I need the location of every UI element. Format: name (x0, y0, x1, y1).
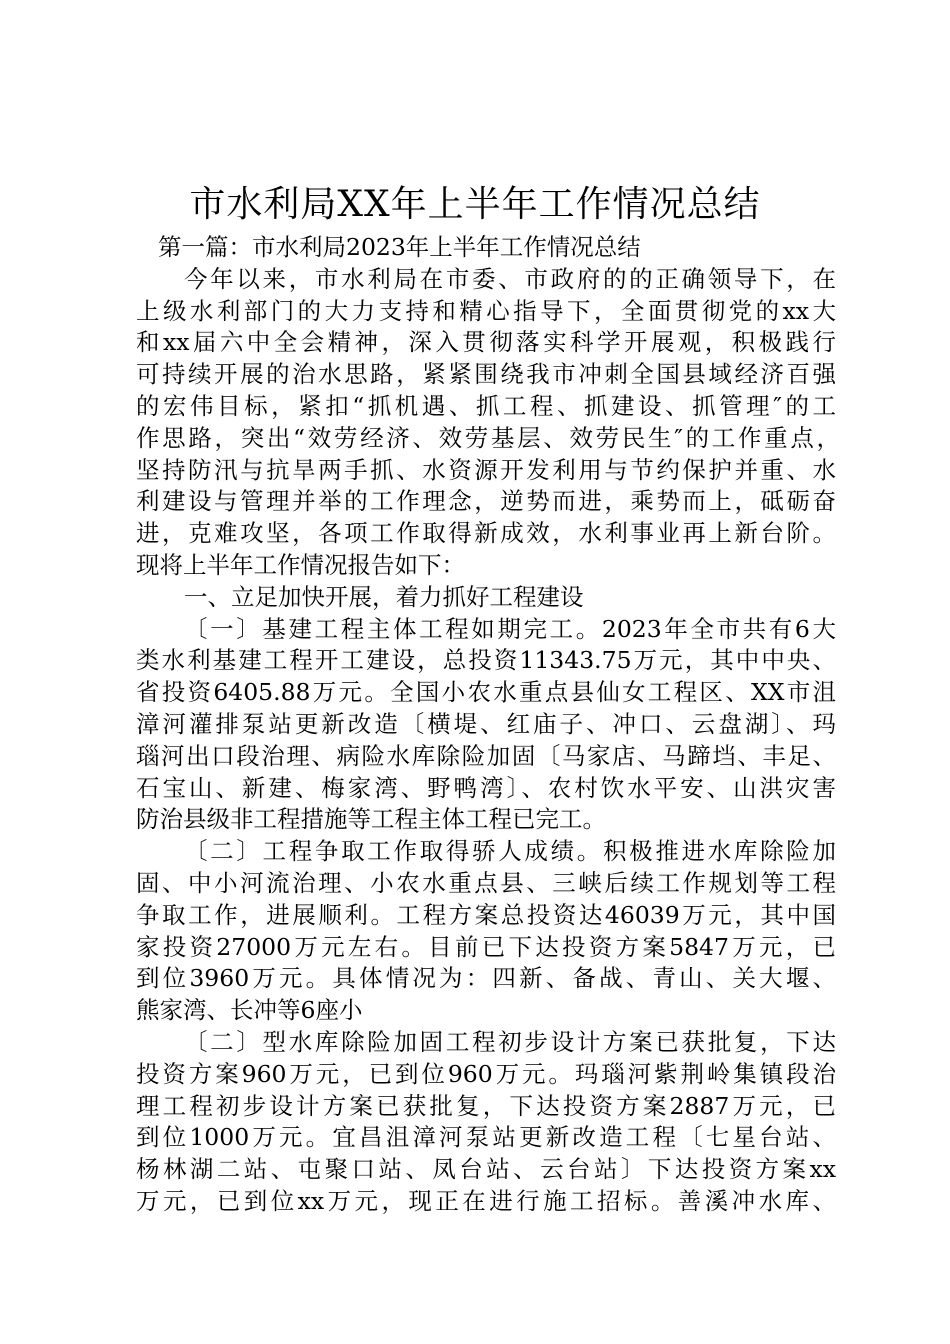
section-heading: 一、立足加快开展，着力抓好工程建设 (184, 582, 584, 611)
text-line: 万元，已到位xx万元，现正在进行施工招标。善溪冲水库、 (136, 1186, 836, 1215)
text-line: 防治县级非工程措施等工程主体工程已完工。 (136, 805, 606, 834)
text-line: 〔二〕工程争取工作取得骄人成绩。积极推进水库除险加 (184, 837, 836, 866)
text-line: 〔二〕型水库除险加固工程初步设计方案已获批复，下达 (184, 1027, 836, 1056)
text-line: 投资方案960万元，已到位960万元。玛瑙河紫荆岭集镇段治 (136, 1059, 836, 1088)
document-title: 市水利局XX年上半年工作情况总结 (189, 184, 761, 225)
text-line: 可持续开展的治水思路，紧紧围绕我市冲刺全国县域经济百强 (136, 360, 836, 389)
text-line: 〔一〕基建工程主体工程如期完工。2023年全市共有6大 (184, 614, 836, 643)
text-line: 家投资27000万元左右。目前已下达投资方案5847万元，已 (136, 932, 836, 961)
text-line: 瑙河出口段治理、病险水库除险加固〔马家店、马蹄垱、丰足、 (136, 741, 836, 770)
text-line: 省投资6405.88万元。全国小农水重点县仙女工程区、XX市沮 (136, 678, 836, 707)
text-line: 石宝山、新建、梅家湾、野鸭湾〕、农村饮水平安、山洪灾害 (136, 773, 836, 802)
text-line: 现将上半年工作情况报告如下： (136, 550, 465, 579)
text-line: 作思路，突出“效劳经济、效劳基层、效劳民生″的工作重点， (136, 423, 840, 452)
text-line: 固、中小河流治理、小农水重点县、三峡后续工作规划等工程 (136, 868, 836, 897)
text-line: 到位1000万元。宜昌沮漳河泵站更新改造工程〔七星台站、 (136, 1123, 836, 1152)
text-line: 坚持防汛与抗旱两手抓、水资源开发利用与节约保护并重、水 (136, 455, 836, 484)
text-line: 类水利基建工程开工建设，总投资11343.75万元，其中中央、 (136, 646, 836, 675)
text-line: 到位3960万元。具体情况为：四新、备战、青山、关大堰、 (136, 964, 836, 993)
text-line: 今年以来，市水利局在市委、市政府的的正确领导下，在 (184, 264, 836, 293)
text-line: 争取工作，进展顺利。工程方案总投资达46039万元，其中国 (136, 900, 836, 929)
text-line: 的宏伟目标，紧扣“抓机遇、抓工程、抓建设、抓管理″的工 (136, 391, 836, 420)
text-line: 和xx届六中全会精神，深入贯彻落实科学开展观，积极践行 (136, 328, 836, 357)
text-line: 上级水利部门的大力支持和精心指导下，全面贯彻党的xx大 (136, 296, 836, 325)
text-line: 杨林湖二站、屯聚口站、凤台站、云台站〕下达投资方案xx (136, 1155, 836, 1184)
document-body (136, 232, 840, 1218)
text-line: 利建设与管理并举的工作理念，逆势而进，乘势而上，砥砺奋 (136, 487, 836, 516)
text-line: 熊家湾、长冲等6座小 (136, 996, 363, 1025)
section-heading: 第一篇：市水利局2023年上半年工作情况总结 (158, 233, 641, 261)
text-line: 漳河灌排泵站更新改造〔横堤、红庙子、冲口、云盘湖〕、玛 (136, 709, 836, 738)
text-line: 理工程初步设计方案已获批复，下达投资方案2887万元，已 (136, 1091, 836, 1120)
text-line: 进，克难攻坚，各项工作取得新成效，水利事业再上新台阶。 (136, 519, 836, 548)
